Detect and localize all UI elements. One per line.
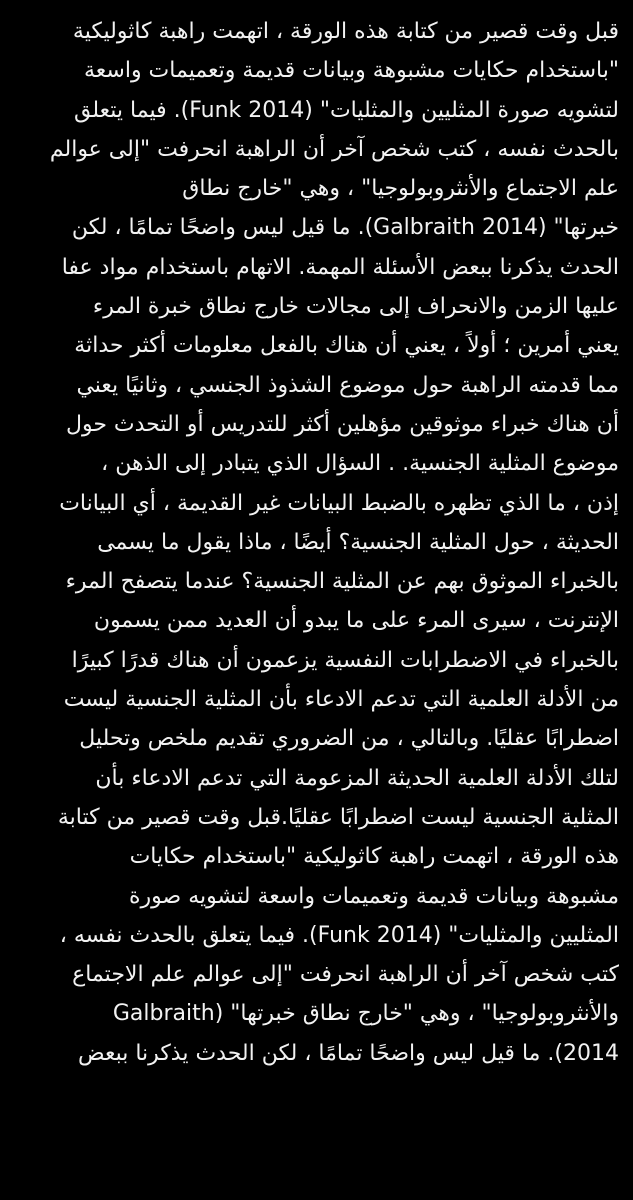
- text-line: اضطرابًا عقليًا. وبالتالي ، من الضروري تقديم ملخص وتحليل: [79, 726, 619, 752]
- text-line: لتشويه صورة المثليين والمثليات" (Funk 2014). فيما يتعلق: [74, 97, 619, 123]
- text-line: الإنترنت ، سيرى المرء على ما يبدو أن العديد ممن يسمون: [93, 608, 619, 634]
- text-line: إذن ، ما الذي تظهره بالضبط البيانات غير القديمة ، أي البيانات: [59, 490, 619, 516]
- text-line: الحديثة ، حول المثلية الجنسية؟ أيضًا ، ماذا يقول ما يسمى: [97, 529, 619, 555]
- text-line: المثلية الجنسية ليست اضطرابًا عقليًا.قبل وقت قصير من كتابة: [57, 804, 619, 830]
- text-line: خبرتها" (Galbraith 2014). ما قيل ليس واضحًا تمامًا ، لكن: [71, 215, 619, 241]
- text-line: المثليين والمثليات" (Funk 2014). فيما يتعلق بالحدث نفسه ،: [59, 922, 619, 948]
- text-line: الحدث يذكرنا ببعض الأسئلة المهمة. الاتهام باستخدام مواد عفا: [61, 254, 619, 280]
- text-line: هذه الورقة ، اتهمت راهبة كاثوليكية "باستخدام حكايات: [129, 844, 619, 870]
- text-line: "باستخدام حكايات مشبوهة وبيانات قديمة وتعميمات واسعة: [83, 58, 619, 84]
- text-line: يعني أمرين ؛ أولاً ، يعني أن هناك بالفعل معلومات أكثر حداثة: [74, 333, 619, 359]
- text-line: 2014). ما قيل ليس واضحًا تمامًا ، لكن الحدث يذكرنا ببعض: [78, 1040, 619, 1066]
- text-line: علم الاجتماع والأنثروبولوجيا" ، وهي "خارج نطاق: [182, 176, 619, 202]
- text-line: أن هناك خبراء موثوقين مؤهلين أكثر للتدريس أو التحدث حول: [65, 411, 619, 437]
- text-line: عليها الزمن والانحراف إلى مجالات خارج نطاق خبرة المرء: [92, 294, 619, 320]
- article-text: [14, 12, 619, 1073]
- text-line: مشبوهة وبيانات قديمة وتعميمات واسعة لتشويه صورة: [129, 883, 619, 909]
- text-line: بالخبراء في الاضطرابات النفسية يزعمون أن هناك قدرًا كبيرًا: [71, 647, 619, 673]
- text-line: من الأدلة العلمية التي تدعم الادعاء بأن المثلية الجنسية ليست: [63, 687, 619, 713]
- text-line: والأنثروبولوجيا" ، وهي "خارج نطاق خبرتها" (Galbraith: [112, 1001, 619, 1027]
- text-line: بالحدث نفسه ، كتب شخص آخر أن الراهبة انحرفت "إلى عوالم: [49, 136, 619, 162]
- text-line: بالخبراء الموثوق بهم عن المثلية الجنسية؟ عندما يتصفح المرء: [65, 569, 619, 595]
- text-line: مما قدمته الراهبة حول موضوع الشذوذ الجنسي ، وثانيًا يعني: [76, 372, 619, 398]
- text-line: لتلك الأدلة العلمية الحديثة المزعومة التي تدعم الادعاء بأن: [95, 765, 619, 791]
- text-line: موضوع المثلية الجنسية. . السؤال الذي يتبادر إلى الذهن ،: [101, 451, 619, 477]
- text-line: كتب شخص آخر أن الراهبة انحرفت "إلى عوالم علم الاجتماع: [72, 962, 619, 988]
- text-line: قبل وقت قصير من كتابة هذه الورقة ، اتهمت راهبة كاثوليكية: [72, 19, 619, 44]
